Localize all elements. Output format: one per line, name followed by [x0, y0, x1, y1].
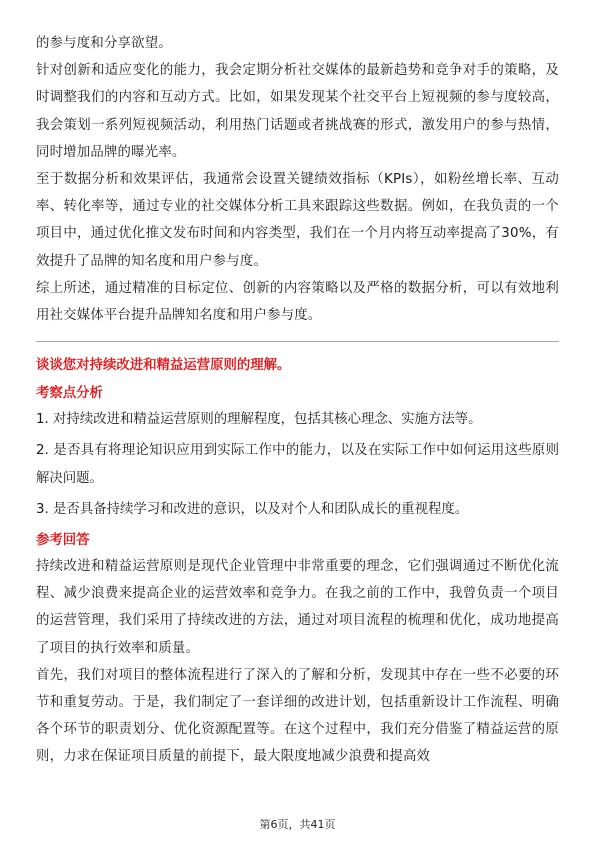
section-divider — [36, 341, 559, 342]
intro-paragraph: 至于数据分析和效果评估，我通常会设置关键绩效指标（KPIs），如粉丝增长率、互动率、转化率等，通过专业的社交媒体分析工具来跟踪这些数据。例如，在我负责的一个项目中，通过优化推文发布时间和内容类型，我们在一个月内将互动率提高了30%，有效提升了品牌的知名度和用户参与度。 — [36, 172, 559, 269]
answer-paragraph: 持续改进和精益运营原则是现代企业管理中非常重要的理念，它们强调通过不断优化流程、减少浪费来提高企业的运营效率和竞争力。在我之前的工作中，我曾负责一个项目的运营管理，我们采用了持续改进的方法，通过对项目流程的梳理和优化，成功地提高了项目的执行效率和质量。 — [36, 559, 559, 656]
analysis-item: 1. 对持续改进和精益运营原则的理解程度，包括其核心理念、实施方法等。 — [36, 412, 482, 428]
question-heading: 谈谈您对持续改进和精益运营原则的理解。 — [36, 358, 291, 374]
analysis-item: 2. 是否具有将理论知识应用到实际工作中的能力，以及在实际工作中如何运用这些原则解决问题。 — [36, 443, 559, 486]
intro-paragraph: 针对创新和适应变化的能力，我会定期分析社交媒体的最新趋势和竞争对手的策略，及时调整我们的内容和互动方式。比如，如果发现某个社交平台上短视频的参与度较高，我会策划一系列短视频活动，利用热门话题或者挑战赛的形式，激发用户的参与热情，同时增加品牌的曝光率。 — [36, 63, 559, 160]
answer-title: 参考回答 — [36, 533, 90, 549]
document-page — [36, 30, 559, 771]
intro-paragraph: 的参与度和分享欲望。 — [36, 36, 172, 51]
page-footer: 第6页，共41页 — [259, 818, 336, 831]
intro-paragraph: 综上所述，通过精准的目标定位、创新的内容策略以及严格的数据分析，可以有效地利用社交媒体平台提升品牌知名度和用户参与度。 — [36, 280, 559, 324]
answer-paragraph: 首先，我们对项目的整体流程进行了深入的了解和分析，发现其中存在一些不必要的环节和重复劳动。于是，我们制定了一套详细的改进计划，包括重新设计工作流程、明确各个环节的职责划分、优化资源配置等。在这个过程中，我们充分借鉴了精益运营的原则，力求在保证项目质量的前提下，最大限度地减少浪费和提高效 — [36, 667, 559, 765]
analysis-item: 3. 是否具备持续学习和改进的意识，以及对个人和团队成长的重视程度。 — [36, 501, 469, 517]
analysis-title: 考察点分析 — [36, 386, 103, 402]
